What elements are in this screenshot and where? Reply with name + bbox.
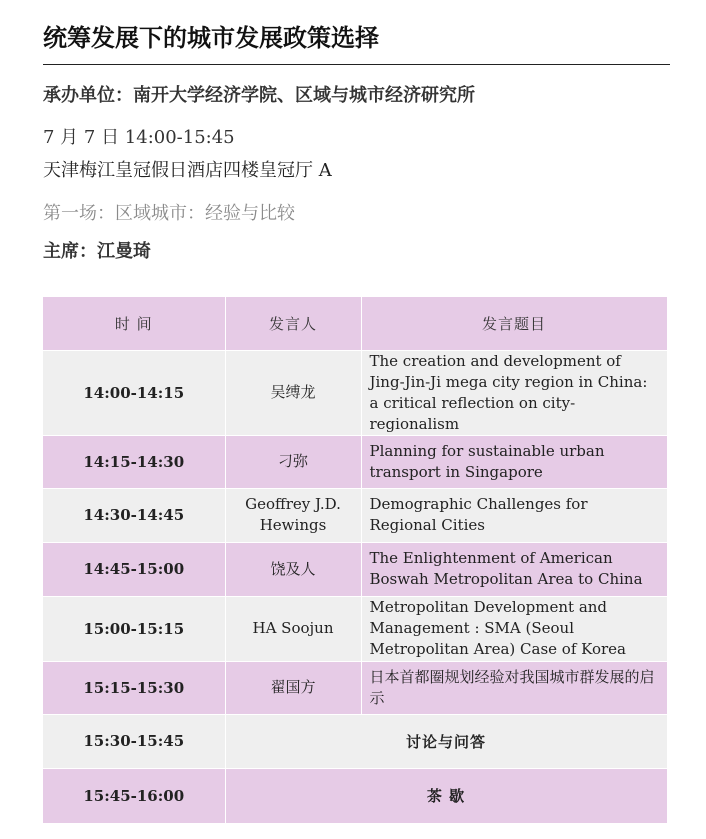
row-time: 15:30-15:45: [43, 714, 225, 768]
row-topic: The creation and development of Jing-Jin-Ji mega city region in China: a critical reflection on city-regionalism: [361, 350, 667, 435]
row-time: 14:45-15:00: [43, 542, 225, 596]
row-speaker: 饶及人: [225, 542, 361, 596]
row-topic: The Enlightenment of American Boswah Metropolitan Area to China: [361, 542, 667, 596]
row-time: 14:30-14:45: [43, 488, 225, 542]
row-speaker: 刁弥: [225, 435, 361, 488]
host-organizer: 承办单位：南开大学经济学院、区域与城市经济研究所: [43, 85, 475, 106]
row-topic: Planning for sustainable urban transport in Singapore: [361, 435, 667, 488]
row-speaker: HA Soojun: [225, 596, 361, 661]
venue: 天津梅江皇冠假日酒店四楼皇冠厅 A: [43, 160, 332, 181]
session-title: 第一场：区域城市：经验与比较: [43, 203, 295, 224]
table-row: [43, 661, 667, 714]
row-merged-activity: 讨论与问答: [225, 714, 667, 768]
page-title: 统筹发展下的城市发展政策选择: [43, 24, 379, 52]
row-time: 15:15-15:30: [43, 661, 225, 714]
schedule-table: [43, 297, 668, 824]
row-topic: Metropolitan Development and Management : SMA (Seoul Metropolitan Area) Case of Korea: [361, 596, 667, 661]
row-time: 15:00-15:15: [43, 596, 225, 661]
table-row: [43, 596, 667, 661]
row-speaker: Geoffrey J.D. Hewings: [225, 488, 361, 542]
title-divider: [43, 64, 670, 65]
row-time: 14:15-14:30: [43, 435, 225, 488]
row-topic: 日本首都圈规划经验对我国城市群发展的启示: [361, 661, 667, 714]
row-topic: Demographic Challenges for Regional Cities: [361, 488, 667, 542]
row-time: 15:45-16:00: [43, 768, 225, 823]
header-time: 时 间: [43, 297, 225, 350]
table-row: [43, 435, 667, 488]
date-time: 7 月 7 日 14:00-15:45: [43, 127, 235, 148]
row-speaker: 吴缚龙: [225, 350, 361, 435]
chair: 主席：江曼琦: [43, 241, 151, 262]
table-row: [43, 768, 667, 823]
row-time: 14:00-14:15: [43, 350, 225, 435]
table-row: [43, 542, 667, 596]
header-topic: 发言题目: [361, 297, 667, 350]
row-merged-activity: 茶 歇: [225, 768, 667, 823]
table-row: [43, 488, 667, 542]
row-speaker: 翟国方: [225, 661, 361, 714]
table-row: [43, 714, 667, 768]
header-speaker: 发言人: [225, 297, 361, 350]
table-header-row: [43, 297, 667, 350]
table-row: [43, 350, 667, 435]
